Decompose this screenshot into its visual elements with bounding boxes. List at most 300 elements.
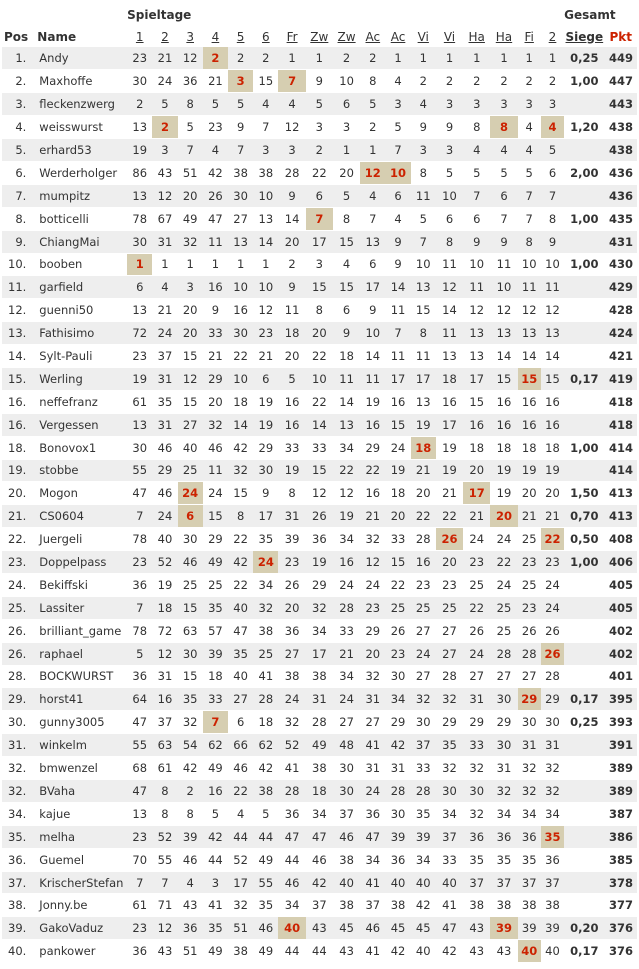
matchday-rank: 3	[411, 139, 436, 162]
player-name[interactable]: raphael	[34, 642, 127, 665]
position-cell: 23.	[2, 551, 34, 574]
matchday-rank: 22	[463, 596, 490, 619]
player-name[interactable]: horst41	[34, 688, 127, 711]
matchday-rank: 17	[360, 276, 385, 299]
player-name[interactable]: neffefranz	[34, 390, 127, 413]
matchday-rank: 23	[127, 917, 152, 940]
matchday-rank: 6	[360, 253, 385, 276]
matchday-rank: 32	[178, 230, 203, 253]
player-name[interactable]: Bekiffski	[34, 573, 127, 596]
matchday-rank: 32	[360, 528, 385, 551]
matchday-rank: 3	[278, 139, 305, 162]
player-name[interactable]: Werderholger	[34, 161, 127, 184]
matchday-rank: 13	[436, 345, 463, 368]
wins-cell	[564, 642, 604, 665]
matchday-rank: 47	[203, 207, 228, 230]
player-name[interactable]: weisswurst	[34, 116, 127, 139]
points-cell: 402	[605, 619, 637, 642]
matchday-rank: 36	[385, 848, 410, 871]
matchday-rank: 31	[360, 688, 385, 711]
matchday-rank: 35	[152, 390, 177, 413]
matchday-column-header[interactable]: 4	[203, 26, 228, 47]
matchday-rank: 18	[306, 780, 333, 803]
player-name[interactable]: gunny3005	[34, 711, 127, 734]
matchday-rank: 10	[253, 276, 278, 299]
matchday-rank: 27	[360, 711, 385, 734]
matchday-rank: 28	[306, 711, 333, 734]
matchday-rank: 42	[228, 436, 253, 459]
player-name[interactable]: Bonovox1	[34, 436, 127, 459]
matchday-column-header[interactable]: Vi	[411, 26, 436, 47]
matchday-rank: 16	[228, 299, 253, 322]
matchday-rank: 34	[490, 802, 517, 825]
matchday-rank: 7	[518, 184, 541, 207]
matchday-column-header[interactable]: 2	[541, 26, 564, 47]
player-name[interactable]: CS0604	[34, 505, 127, 528]
matchday-rank: 3	[178, 276, 203, 299]
position-cell: 35.	[2, 825, 34, 848]
matchday-rank: 19	[436, 459, 463, 482]
matchday-rank: 46	[360, 917, 385, 940]
matchday-rank: 10	[360, 322, 385, 345]
matchday-rank: 5	[385, 116, 410, 139]
wins-cell	[564, 780, 604, 803]
matchday-rank: 63	[178, 619, 203, 642]
matchday-rank: 37	[541, 871, 564, 894]
standings-body	[2, 47, 637, 963]
player-name[interactable]: GakoVaduz	[34, 917, 127, 940]
matchday-rank: 23	[127, 345, 152, 368]
table-row	[2, 619, 637, 642]
matchday-rank: 5	[411, 207, 436, 230]
wins-cell: 0,20	[564, 917, 604, 940]
matchday-rank: 29	[152, 459, 177, 482]
player-name[interactable]: fleckenzwerg	[34, 93, 127, 116]
matchday-rank: 1	[541, 47, 564, 70]
matchday-rank: 39	[203, 642, 228, 665]
matchday-rank: 20	[278, 345, 305, 368]
player-name[interactable]: garfield	[34, 276, 127, 299]
matchday-rank: 3	[306, 253, 333, 276]
wins-cell: 1,00	[564, 551, 604, 574]
matchday-column-header[interactable]: Vi	[436, 26, 463, 47]
matchday-rank: 15	[541, 367, 564, 390]
matchday-rank: 5	[518, 161, 541, 184]
player-name[interactable]: Doppelpass	[34, 551, 127, 574]
matchday-rank: 20	[203, 390, 228, 413]
matchday-rank: 38	[253, 161, 278, 184]
player-name[interactable]: Jonny.be	[34, 894, 127, 917]
points-cell: 449	[605, 47, 637, 70]
matchday-rank: 11	[518, 276, 541, 299]
matchday-rank: 36	[178, 70, 203, 93]
matchday-rank: 24	[385, 436, 410, 459]
wins-cell: 0,70	[564, 505, 604, 528]
matchday-rank: 44	[228, 825, 253, 848]
matchday-rank: 19	[385, 459, 410, 482]
points-cell: 418	[605, 413, 637, 436]
matchday-rank: 7	[253, 116, 278, 139]
matchday-rank: 11	[385, 299, 410, 322]
player-name[interactable]: Mogon	[34, 482, 127, 505]
matchday-rank: 3	[385, 93, 410, 116]
points-cell: 389	[605, 757, 637, 780]
wins-cell: 0,25	[564, 47, 604, 70]
matchday-rank: 4	[360, 184, 385, 207]
player-name[interactable]: Guemel	[34, 848, 127, 871]
matchday-rank: 7	[385, 322, 410, 345]
matchday-rank: 21	[253, 345, 278, 368]
matchday-rank-highlight: 12	[360, 161, 385, 184]
position-cell: 16.	[2, 413, 34, 436]
matchday-rank: 29	[490, 711, 517, 734]
matchday-rank: 14	[253, 230, 278, 253]
player-name[interactable]: Werling	[34, 367, 127, 390]
matchday-rank: 16	[490, 390, 517, 413]
matchday-rank: 18	[490, 436, 517, 459]
matchday-rank: 38	[306, 665, 333, 688]
position-cell: 21.	[2, 505, 34, 528]
matchday-rank: 10	[436, 184, 463, 207]
matchday-rank: 24	[333, 688, 360, 711]
matchday-rank: 27	[178, 413, 203, 436]
matchday-rank: 31	[152, 413, 177, 436]
player-name[interactable]: Vergessen	[34, 413, 127, 436]
matchday-rank: 18	[518, 436, 541, 459]
matchday-rank: 30	[541, 711, 564, 734]
matchday-rank: 15	[253, 70, 278, 93]
matchday-rank: 19	[333, 505, 360, 528]
matchday-rank: 25	[385, 596, 410, 619]
matchday-rank: 19	[436, 436, 463, 459]
matchday-rank: 26	[463, 619, 490, 642]
matchday-rank-highlight: 24	[253, 551, 278, 574]
position-cell: 8.	[2, 207, 34, 230]
matchday-rank: 20	[541, 482, 564, 505]
player-name[interactable]: BVaha	[34, 780, 127, 803]
player-name[interactable]: Sylt-Pauli	[34, 345, 127, 368]
player-name[interactable]: botticelli	[34, 207, 127, 230]
matchday-rank: 11	[333, 367, 360, 390]
matchday-rank: 32	[178, 711, 203, 734]
matchday-rank: 37	[463, 871, 490, 894]
player-name[interactable]: guenni50	[34, 299, 127, 322]
position-cell: 24.	[2, 573, 34, 596]
matchday-rank: 24	[203, 482, 228, 505]
matchday-rank: 17	[463, 367, 490, 390]
matchday-rank: 20	[411, 482, 436, 505]
matchday-rank-highlight: 2	[152, 116, 177, 139]
matchday-rank: 22	[490, 551, 517, 574]
points-cell: 405	[605, 596, 637, 619]
player-name[interactable]: bmwenzel	[34, 757, 127, 780]
position-cell: 12.	[2, 299, 34, 322]
player-name[interactable]: mumpitz	[34, 184, 127, 207]
matchday-rank: 15	[178, 665, 203, 688]
matchday-rank: 21	[360, 505, 385, 528]
matchday-rank: 16	[541, 413, 564, 436]
matchday-rank: 12	[490, 299, 517, 322]
matchday-rank: 30	[463, 780, 490, 803]
matchday-rank: 15	[228, 482, 253, 505]
matchday-rank: 2	[178, 780, 203, 803]
player-name[interactable]: kajue	[34, 802, 127, 825]
matchday-rank: 24	[333, 573, 360, 596]
matchday-rank: 71	[152, 894, 177, 917]
matchday-rank: 23	[127, 47, 152, 70]
matchday-rank: 17	[228, 871, 253, 894]
matchday-rank: 13	[127, 184, 152, 207]
position-cell: 26.	[2, 619, 34, 642]
matchday-rank: 66	[228, 734, 253, 757]
matchday-rank: 31	[518, 734, 541, 757]
matchday-rank: 13	[411, 276, 436, 299]
matchday-rank: 13	[518, 322, 541, 345]
matchday-rank: 3	[436, 139, 463, 162]
matchday-rank: 15	[306, 276, 333, 299]
table-row	[2, 711, 637, 734]
position-cell: 2.	[2, 70, 34, 93]
table-row	[2, 894, 637, 917]
matchday-rank: 36	[127, 940, 152, 963]
matchday-rank: 5	[360, 93, 385, 116]
wins-column-header[interactable]: Siege	[564, 26, 604, 47]
matchday-rank: 16	[436, 390, 463, 413]
matchday-rank: 49	[253, 940, 278, 963]
matchday-rank: 20	[178, 322, 203, 345]
matchday-rank: 46	[203, 436, 228, 459]
matchday-column-header[interactable]: Ha	[490, 26, 517, 47]
matchday-rank: 17	[436, 413, 463, 436]
player-name[interactable]: booben	[34, 253, 127, 276]
matchday-rank: 13	[360, 230, 385, 253]
matchday-rank: 26	[541, 619, 564, 642]
matchday-column-header[interactable]: 3	[178, 26, 203, 47]
matchday-rank-highlight: 18	[411, 436, 436, 459]
matchday-rank: 42	[178, 757, 203, 780]
matchday-rank: 18	[203, 665, 228, 688]
matchday-rank: 14	[436, 299, 463, 322]
matchday-rank: 8	[436, 230, 463, 253]
matchday-rank: 31	[541, 734, 564, 757]
matchday-rank: 24	[490, 528, 517, 551]
matchday-rank: 1	[411, 47, 436, 70]
position-cell: 7.	[2, 184, 34, 207]
matchday-rank: 14	[278, 207, 305, 230]
matchday-rank: 52	[278, 734, 305, 757]
matchday-rank: 23	[518, 596, 541, 619]
points-cell: 376	[605, 940, 637, 963]
matchday-rank: 36	[178, 917, 203, 940]
matchday-rank: 42	[411, 894, 436, 917]
matchday-rank: 14	[541, 345, 564, 368]
player-name[interactable]: winkelm	[34, 734, 127, 757]
matchday-rank: 15	[178, 390, 203, 413]
matchday-rank: 11	[541, 276, 564, 299]
player-name[interactable]: KrischerStefan	[34, 871, 127, 894]
points-cell: 438	[605, 139, 637, 162]
matchday-rank: 47	[278, 825, 305, 848]
wins-cell: 1,00	[564, 436, 604, 459]
points-cell: 447	[605, 70, 637, 93]
matchday-rank: 2	[436, 70, 463, 93]
matchday-column-header[interactable]: 1	[127, 26, 152, 47]
player-name[interactable]: melha	[34, 825, 127, 848]
wins-cell: 0,25	[564, 711, 604, 734]
table-row	[2, 802, 637, 825]
matchday-rank: 11	[385, 345, 410, 368]
matchday-rank: 21	[518, 505, 541, 528]
matchday-rank: 5	[463, 161, 490, 184]
points-cell: 413	[605, 505, 637, 528]
matchday-rank-highlight: 1	[127, 253, 152, 276]
matchday-rank: 17	[306, 230, 333, 253]
matchday-rank: 34	[518, 802, 541, 825]
matchday-rank: 17	[253, 505, 278, 528]
matchday-rank: 1	[518, 47, 541, 70]
matchday-rank: 61	[152, 757, 177, 780]
matchday-rank: 44	[253, 825, 278, 848]
matchday-rank: 6	[333, 93, 360, 116]
matchday-rank-highlight: 7	[203, 711, 228, 734]
wins-cell	[564, 825, 604, 848]
matchday-rank: 46	[152, 482, 177, 505]
matchday-rank: 17	[306, 642, 333, 665]
matchday-rank: 8	[278, 482, 305, 505]
matchday-rank: 2	[306, 139, 333, 162]
matchday-rank: 5	[203, 802, 228, 825]
matchday-rank: 8	[541, 207, 564, 230]
matchday-rank: 31	[152, 665, 177, 688]
matchday-rank: 12	[306, 482, 333, 505]
matchday-rank: 32	[278, 711, 305, 734]
matchday-column-header[interactable]: 2	[152, 26, 177, 47]
matchday-rank: 10	[333, 70, 360, 93]
wins-cell: 0,17	[564, 688, 604, 711]
position-cell: 32.	[2, 757, 34, 780]
matchday-column-header[interactable]: Ha	[463, 26, 490, 47]
matchday-rank: 15	[203, 505, 228, 528]
matchday-rank: 37	[360, 894, 385, 917]
matchday-rank: 5	[253, 802, 278, 825]
points-cell: 408	[605, 528, 637, 551]
matchday-rank: 22	[306, 161, 333, 184]
matchday-rank: 13	[463, 345, 490, 368]
matchday-rank: 32	[360, 665, 385, 688]
matchday-rank: 36	[490, 825, 517, 848]
matchday-rank: 21	[436, 482, 463, 505]
matchday-rank: 9	[385, 253, 410, 276]
player-name[interactable]: Juergeli	[34, 528, 127, 551]
matchday-column-header[interactable]: Ac	[385, 26, 410, 47]
table-row	[2, 871, 637, 894]
position-cell: 10.	[2, 253, 34, 276]
matchday-rank: 19	[490, 459, 517, 482]
player-name[interactable]: ChiangMai	[34, 230, 127, 253]
matchday-rank: 37	[152, 711, 177, 734]
matchday-rank: 23	[411, 573, 436, 596]
matchday-column-header[interactable]: 5	[228, 26, 253, 47]
matchday-rank: 30	[490, 734, 517, 757]
matchday-column-header[interactable]: Zw	[333, 26, 360, 47]
matchday-rank: 16	[278, 390, 305, 413]
table-row	[2, 780, 637, 803]
matchday-column-header[interactable]: Zw	[306, 26, 333, 47]
matchday-column-header[interactable]: Fr	[278, 26, 305, 47]
matchday-rank: 37	[436, 825, 463, 848]
player-name[interactable]: BOCKWURST	[34, 665, 127, 688]
player-name[interactable]: Lassiter	[34, 596, 127, 619]
matchday-rank: 8	[152, 802, 177, 825]
matchday-rank: 43	[463, 940, 490, 963]
matchday-rank: 10	[490, 276, 517, 299]
matchday-rank: 25	[436, 596, 463, 619]
wins-cell	[564, 276, 604, 299]
matchday-rank: 2	[127, 93, 152, 116]
matchday-rank: 16	[518, 413, 541, 436]
player-name[interactable]: Maxhoffe	[34, 70, 127, 93]
player-name[interactable]: Fathisimo	[34, 322, 127, 345]
matchday-rank: 7	[178, 139, 203, 162]
player-name[interactable]: brilliant_game	[34, 619, 127, 642]
matchday-rank: 49	[306, 734, 333, 757]
matchday-rank: 24	[360, 780, 385, 803]
matchday-rank: 6	[463, 207, 490, 230]
matchday-rank: 7	[127, 596, 152, 619]
matchday-column-header[interactable]: Fi	[518, 26, 541, 47]
points-cell: 443	[605, 93, 637, 116]
matchday-rank: 8	[178, 93, 203, 116]
matchday-rank-highlight: 20	[490, 505, 517, 528]
matchday-rank: 18	[541, 436, 564, 459]
matchday-rank: 35	[178, 688, 203, 711]
wins-cell	[564, 459, 604, 482]
points-cell: 413	[605, 482, 637, 505]
matchday-rank: 3	[541, 93, 564, 116]
player-name[interactable]: stobbe	[34, 459, 127, 482]
matchday-rank: 18	[333, 345, 360, 368]
table-row	[2, 93, 637, 116]
matchday-rank: 12	[518, 299, 541, 322]
matchday-rank: 28	[490, 642, 517, 665]
player-name[interactable]: Andy	[34, 47, 127, 70]
matchday-rank: 11	[411, 184, 436, 207]
matchday-rank: 31	[490, 757, 517, 780]
matchday-rank: 46	[178, 551, 203, 574]
matchday-column-header[interactable]: Ac	[360, 26, 385, 47]
matchday-rank: 9	[278, 184, 305, 207]
table-row	[2, 848, 637, 871]
matchday-rank: 16	[541, 390, 564, 413]
matchday-rank: 30	[436, 780, 463, 803]
matchday-rank: 16	[333, 551, 360, 574]
player-name[interactable]: pankower	[34, 940, 127, 963]
matchday-rank-highlight: 7	[306, 207, 333, 230]
matchday-rank: 55	[127, 459, 152, 482]
matchday-rank: 38	[490, 894, 517, 917]
matchday-rank: 47	[436, 917, 463, 940]
matchday-rank: 37	[306, 894, 333, 917]
matchday-rank: 4	[253, 93, 278, 116]
matchday-column-header[interactable]: 6	[253, 26, 278, 47]
position-cell: 15.	[2, 367, 34, 390]
position-cell: 40.	[2, 940, 34, 963]
matchday-rank: 21	[152, 47, 177, 70]
player-name[interactable]: erhard53	[34, 139, 127, 162]
matchday-rank: 9	[333, 322, 360, 345]
matchday-rank: 32	[518, 780, 541, 803]
matchday-rank: 15	[178, 345, 203, 368]
